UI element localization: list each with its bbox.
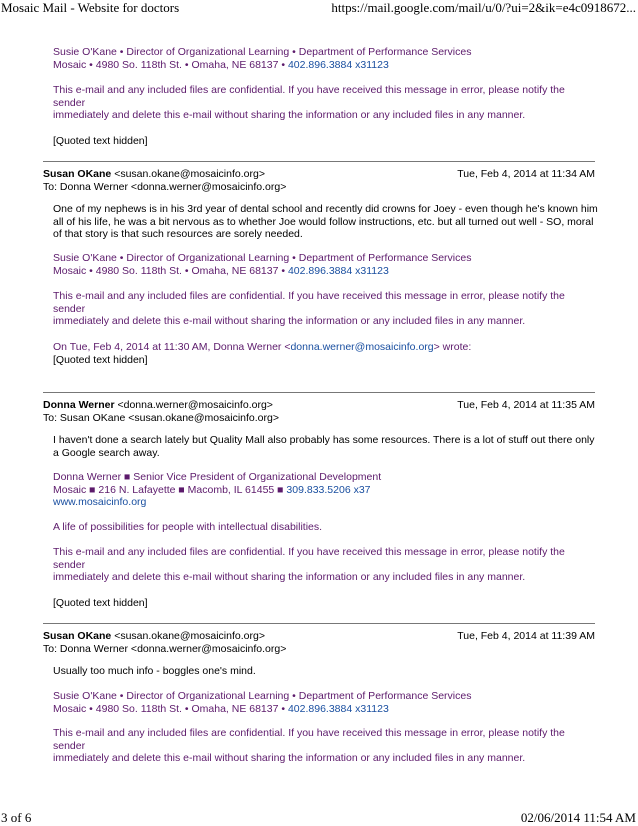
message-header-1 <box>43 168 595 193</box>
sender-email: <donna.werner@mosaicinfo.org> <box>117 399 273 411</box>
print-timestamp: 02/06/2014 11:54 AM <box>520 810 636 825</box>
signature-phone-link[interactable]: 402.896.3884 x31123 <box>287 264 389 277</box>
page-title: Mosaic Mail - Website for doctors <box>1 0 180 15</box>
print-header <box>0 0 638 16</box>
website-link[interactable]: www.mosaicinfo.org <box>53 496 147 509</box>
message-date: Tue, Feb 4, 2014 at 11:35 AM <box>457 399 595 411</box>
signature-line: Susie O'Kane • Director of Organizational Learning • Department of Performance Services <box>53 46 472 58</box>
quote-email-link[interactable]: donna.werner@mosaicinfo.org <box>290 341 434 353</box>
disclaimer-top: This e-mail and any included files are confidential. If you have received this message in error, please notify the sender immediately and delete this e-mail without sharing the information or any included files in any manner. <box>53 84 565 122</box>
sender-name: Susan OKane <box>43 168 112 180</box>
quoted-text-hidden[interactable]: [Quoted text hidden] <box>53 597 148 609</box>
recipient-line: To: Susan OKane <susan.okane@mosaicinfo.org> <box>43 411 279 424</box>
recipient-line: To: Donna Werner <donna.werner@mosaicinfo.org> <box>43 642 287 655</box>
print-footer <box>0 810 638 826</box>
signature-address: Mosaic • 4980 So. 118th St. • Omaha, NE 68137 • <box>53 58 288 71</box>
message-header-3 <box>43 630 595 655</box>
message-divider <box>43 392 595 393</box>
disclaimer: This e-mail and any included files are confidential. If you have received this message in error, please notify the sender immediately and delete this e-mail without sharing the information or any included files in any manner. <box>53 727 565 765</box>
quoted-text-hidden[interactable]: [Quoted text hidden] <box>53 135 148 147</box>
signature-phone-link[interactable]: 402.896.3884 x31123 <box>287 58 389 71</box>
quote-attribution: On Tue, Feb 4, 2014 at 11:30 AM, Donna Werner <donna.werner@mosaicinfo.org> wrote: [Quoted text hidden] <box>53 341 598 366</box>
quoted-text-hidden[interactable]: [Quoted text hidden] <box>53 353 148 366</box>
message-body-2: I haven't done a search lately but Quality Mall also probably has some resources. There is a lot of stuff out there only a Google search away. <box>53 434 595 459</box>
message-divider <box>43 161 595 162</box>
message-date: Tue, Feb 4, 2014 at 11:34 AM <box>457 168 595 180</box>
message-header-2 <box>43 399 595 424</box>
message-body-1: One of my nephews is in his 3rd year of dental school and recently did crowns for Joey - even though he's known him all of his life, he was a bit nervous as to whether Joe would follow instructions, etc. but all turned out well - SO, moral of that story is that such resources are sorely needed. <box>53 203 598 241</box>
message-divider <box>43 623 595 624</box>
signature-okane-top <box>53 46 598 71</box>
page-url: https://mail.google.com/mail/u/0/?ui=2&ik=e4c0918672... <box>331 0 636 15</box>
signature-phone-link[interactable]: 309.833.5206 x37 <box>286 483 371 496</box>
message-date: Tue, Feb 4, 2014 at 11:39 AM <box>457 630 595 642</box>
sender-name: Susan OKane <box>43 630 112 642</box>
recipient-line: To: Donna Werner <donna.werner@mosaicinfo.org> <box>43 180 287 193</box>
sender-email: <susan.okane@mosaicinfo.org> <box>114 168 265 180</box>
disclaimer: This e-mail and any included files are confidential. If you have received this message in error, please notify the sender immediately and delete this e-mail without sharing the information or any included files in any manner. <box>53 290 565 328</box>
signature-phone-link[interactable]: 402.896.3884 x31123 <box>287 702 389 715</box>
page-number: 3 of 6 <box>1 810 32 825</box>
disclaimer: This e-mail and any included files are confidential. If you have received this message in error, please notify the sender immediately and delete this e-mail without sharing the information or any included files in any manner. <box>53 546 565 584</box>
sender-name: Donna Werner <box>43 399 115 411</box>
signature-werner: Donna Werner ■ Senior Vice President of Organizational Development Mosaic ■ 216 N. Lafayette ■ Macomb, IL 61455 ■ 309.833.5206 x37 www.mosaicinfo.org <box>53 471 598 509</box>
sender-email: <susan.okane@mosaicinfo.org> <box>114 630 265 642</box>
signature-okane: Susie O'Kane • Director of Organizational Learning • Department of Performance Services Mosaic • 4980 So. 118th St. • Omaha, NE 68137 • 402.896.3884 x31123 <box>53 252 472 277</box>
signature-okane: Susie O'Kane • Director of Organizational Learning • Department of Performance Services Mosaic • 4980 So. 118th St. • Omaha, NE 68137 • 402.896.3884 x31123 <box>53 690 472 715</box>
tagline: A life of possibilities for people with intellectual disabilities. <box>53 521 323 533</box>
message-body-3: Usually too much info - boggles one's mind. <box>53 665 256 677</box>
